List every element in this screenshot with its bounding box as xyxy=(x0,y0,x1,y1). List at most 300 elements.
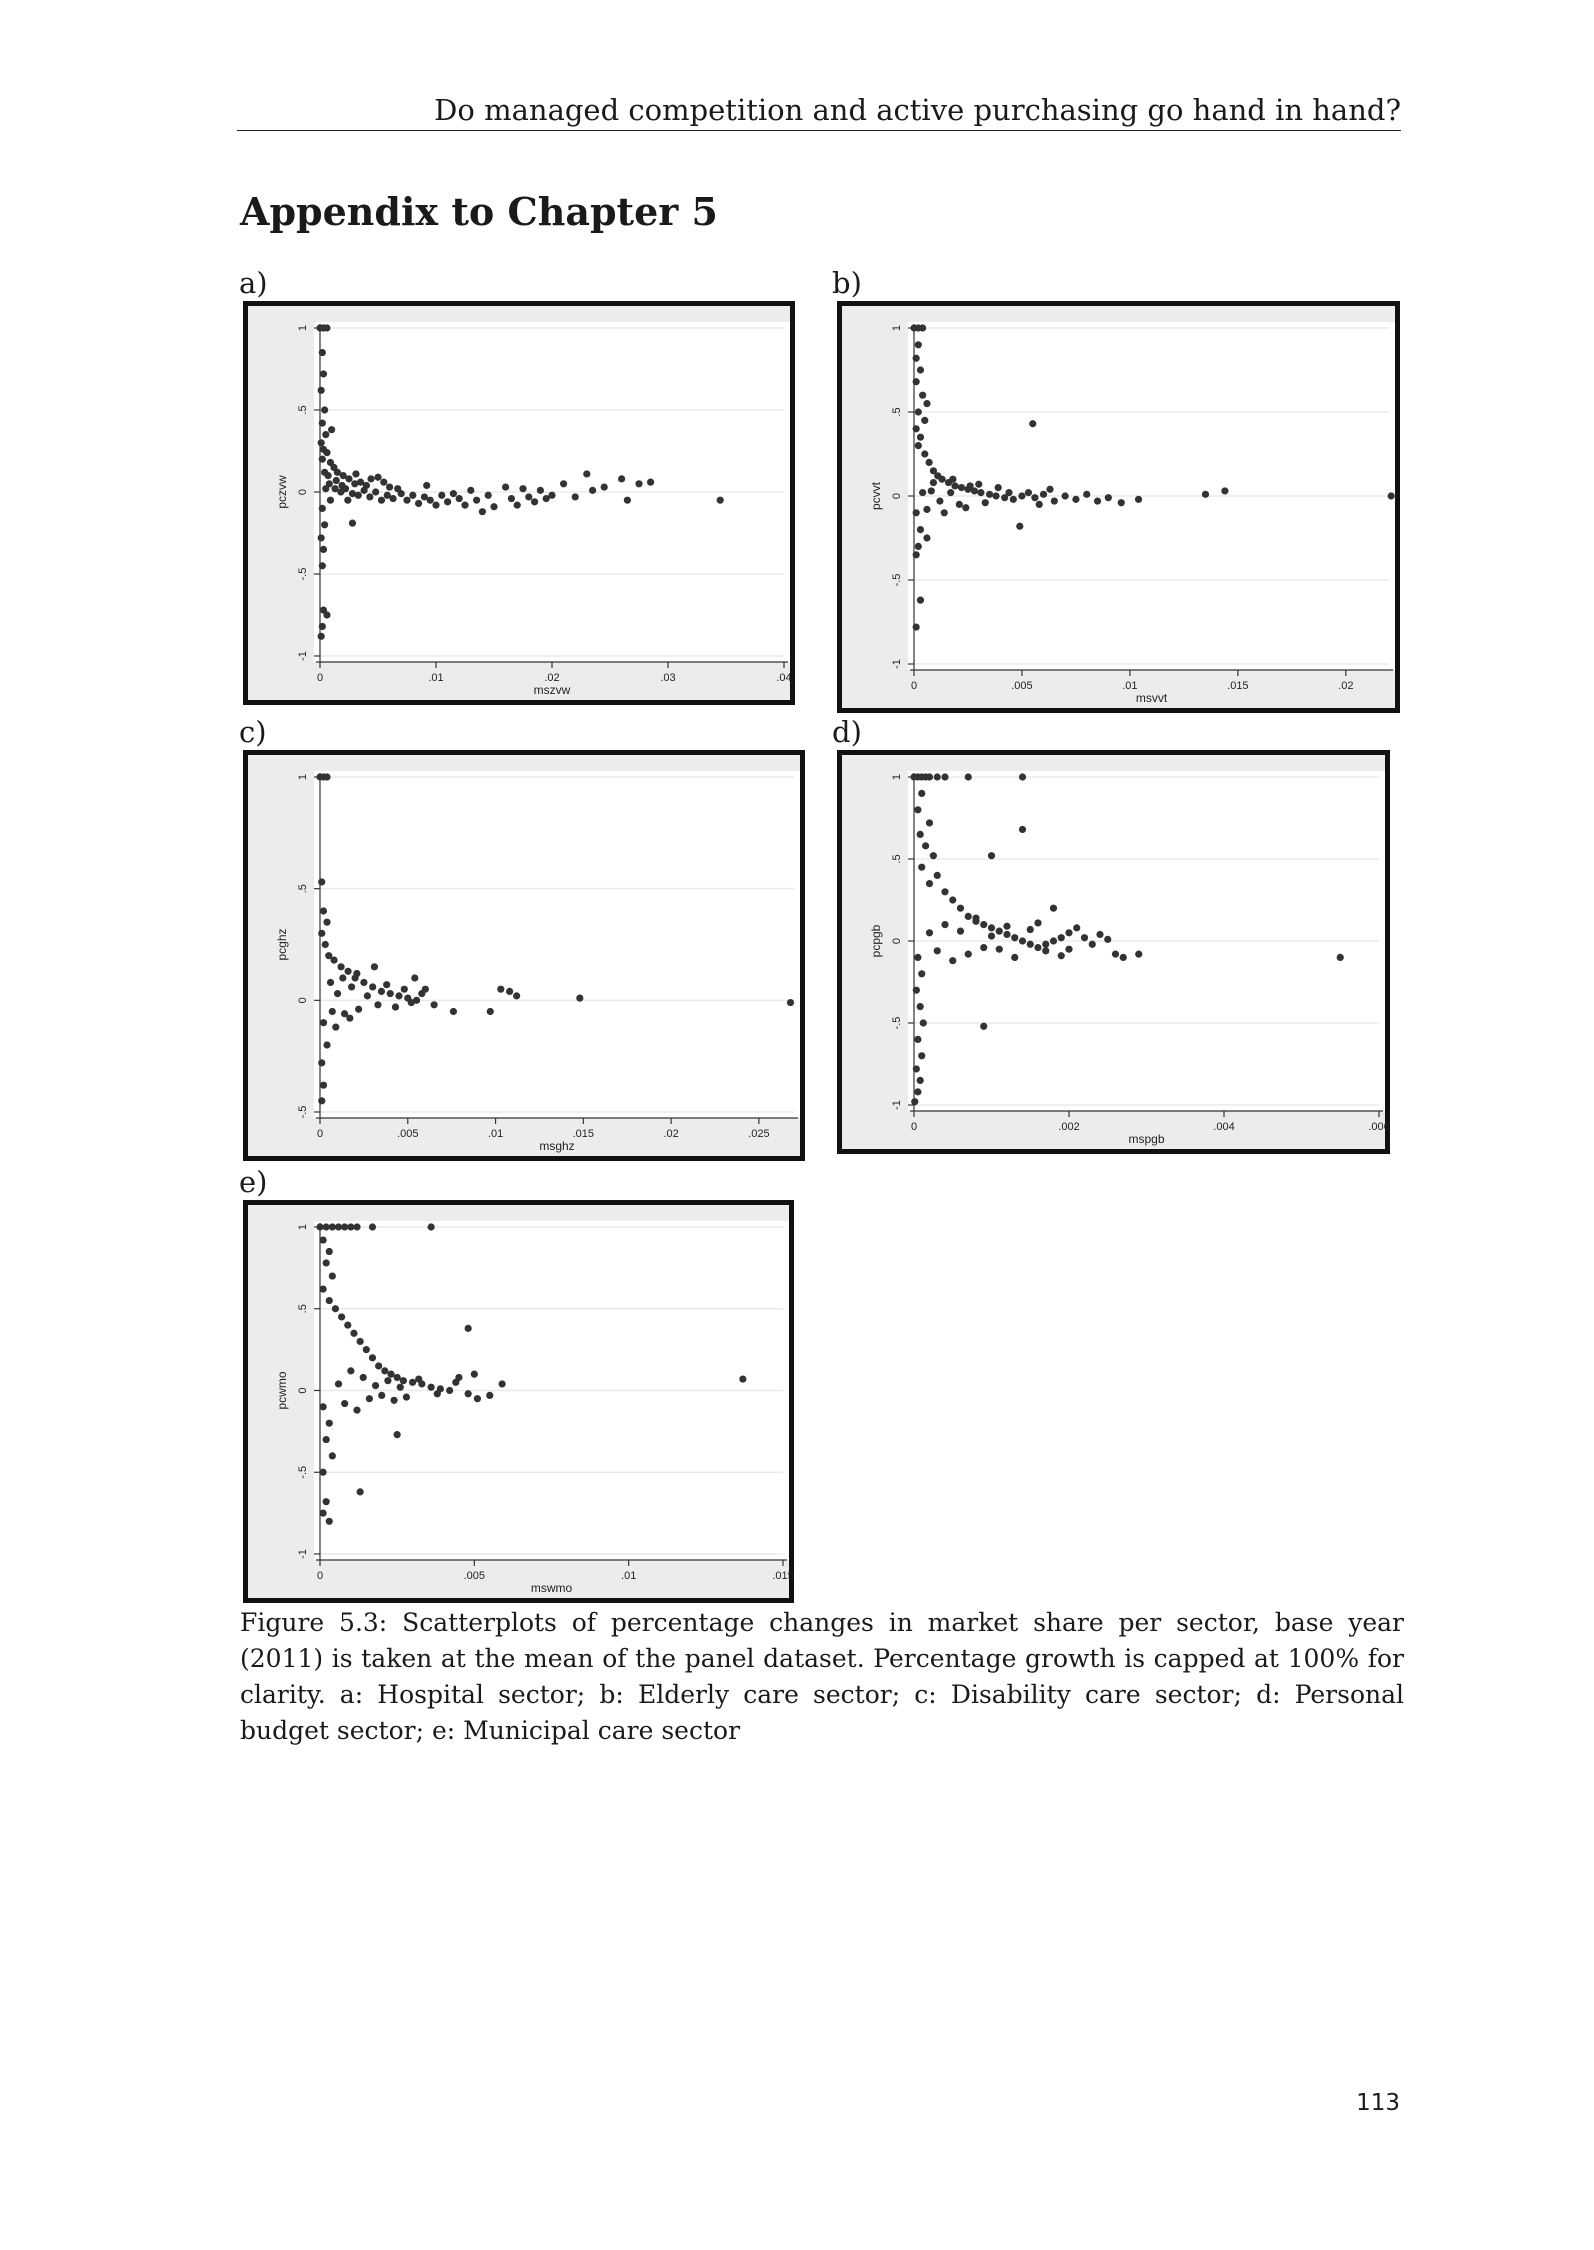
data-point xyxy=(378,497,385,504)
data-point xyxy=(428,1223,435,1230)
data-point xyxy=(318,633,325,640)
data-point xyxy=(514,502,521,509)
data-point xyxy=(355,492,362,499)
data-point xyxy=(418,990,425,997)
data-point xyxy=(403,1393,410,1400)
data-point xyxy=(325,472,332,479)
data-point xyxy=(497,986,504,993)
scatterplot-b xyxy=(842,306,1405,718)
data-point xyxy=(353,1407,360,1414)
y-tick-label: 0 xyxy=(297,997,309,1004)
data-point xyxy=(335,1223,342,1230)
y-axis-label: pcvvt xyxy=(869,481,883,511)
data-point xyxy=(958,484,965,491)
header-rule xyxy=(237,130,1401,131)
data-point xyxy=(913,355,920,362)
data-point xyxy=(450,1008,457,1015)
appendix-title: Appendix to Chapter 5 xyxy=(240,189,718,234)
data-point xyxy=(965,913,972,920)
data-point xyxy=(1104,936,1111,943)
data-point xyxy=(338,482,345,489)
data-point xyxy=(1040,491,1047,498)
data-point xyxy=(934,773,941,780)
data-point xyxy=(914,1036,921,1043)
data-point xyxy=(1065,929,1072,936)
x-tick-label: .005 xyxy=(397,1128,419,1140)
data-point xyxy=(322,485,329,492)
data-point xyxy=(372,488,379,495)
data-point xyxy=(348,983,355,990)
data-point xyxy=(914,806,921,813)
y-tick-label: -1 xyxy=(891,1100,903,1110)
data-point xyxy=(1083,491,1090,498)
data-point xyxy=(323,773,330,780)
scatterplot-a xyxy=(248,306,800,710)
y-tick-label: 1 xyxy=(891,773,903,781)
data-point xyxy=(350,1330,357,1337)
data-point xyxy=(1011,954,1018,961)
data-point xyxy=(474,1395,481,1402)
data-point xyxy=(487,1008,494,1015)
y-tick-label: 0 xyxy=(891,937,903,945)
data-point xyxy=(917,1077,924,1084)
data-point xyxy=(1089,941,1096,948)
data-point xyxy=(461,502,468,509)
data-point xyxy=(465,1325,472,1332)
data-point xyxy=(326,1297,333,1304)
data-point xyxy=(926,773,933,780)
data-point xyxy=(915,408,922,415)
figure-caption: Figure 5.3: Scatterplots of percentage changes in market share per sector, base year (2011) is taken at the mean of the panel dataset. Percentage growth is capped at 100% for clarity. a: Hospital sector; b: Elderly care sector; c: Disability care sector; d: Personal budget sector; e: Municipal care sector xyxy=(240,1608,1404,1745)
data-point xyxy=(387,1371,394,1378)
data-point xyxy=(323,1041,330,1048)
data-point xyxy=(913,378,920,385)
data-point xyxy=(1135,496,1142,503)
data-point xyxy=(347,1367,354,1374)
data-point xyxy=(1221,487,1228,494)
data-point xyxy=(918,864,925,871)
data-point xyxy=(332,1305,339,1312)
y-tick-label: 0 xyxy=(891,492,903,500)
data-point xyxy=(374,474,381,481)
x-tick-label: .015 xyxy=(572,1128,595,1140)
x-tick-label: .01 xyxy=(621,1570,637,1582)
data-point xyxy=(329,1272,336,1279)
data-point xyxy=(972,914,979,921)
data-point xyxy=(988,932,995,939)
panel-label-a: a) xyxy=(239,266,268,300)
data-point xyxy=(355,1006,362,1013)
data-point xyxy=(913,987,920,994)
data-point xyxy=(344,497,351,504)
data-point xyxy=(326,1248,333,1255)
data-point xyxy=(926,819,933,826)
data-point xyxy=(318,878,325,885)
data-point xyxy=(618,475,625,482)
data-point xyxy=(465,1390,472,1397)
data-point xyxy=(957,905,964,912)
data-point xyxy=(326,1518,333,1525)
data-point xyxy=(988,924,995,931)
y-tick-label: 0 xyxy=(297,1387,309,1394)
data-point xyxy=(318,930,325,937)
data-point xyxy=(344,1322,351,1329)
data-point xyxy=(992,492,999,499)
data-point xyxy=(392,1003,399,1010)
data-point xyxy=(345,475,352,482)
data-point xyxy=(938,476,945,483)
y-tick-label: .5 xyxy=(297,1304,309,1314)
data-point xyxy=(319,623,326,630)
data-point xyxy=(427,497,434,504)
data-point xyxy=(357,1338,364,1345)
data-point xyxy=(395,992,402,999)
data-point xyxy=(320,1082,327,1089)
scatterplot-e-frame xyxy=(243,1200,794,1603)
data-point xyxy=(318,1097,325,1104)
data-point xyxy=(323,1223,330,1230)
data-point xyxy=(513,992,520,999)
data-point xyxy=(1202,491,1209,498)
data-point xyxy=(486,1392,493,1399)
data-point xyxy=(917,597,924,604)
y-tick-label: 1 xyxy=(891,324,903,332)
data-point xyxy=(378,988,385,995)
data-point xyxy=(328,426,335,433)
data-point xyxy=(1046,486,1053,493)
data-point xyxy=(1036,501,1043,508)
panel-label-e: e) xyxy=(239,1165,268,1199)
data-point xyxy=(988,852,995,859)
y-tick-label: -1 xyxy=(297,651,309,661)
data-point xyxy=(329,1223,336,1230)
data-point xyxy=(353,1223,360,1230)
data-point xyxy=(918,1052,925,1059)
data-point xyxy=(323,1498,330,1505)
data-point xyxy=(917,831,924,838)
data-point xyxy=(921,450,928,457)
data-point xyxy=(1010,496,1017,503)
y-axis-label: pczvw xyxy=(275,475,289,509)
data-point xyxy=(913,551,920,558)
data-point xyxy=(446,1387,453,1394)
y-axis-label: pcghz xyxy=(275,928,289,961)
scatterplot-e xyxy=(248,1205,799,1608)
data-point xyxy=(1029,420,1036,427)
data-point xyxy=(914,954,921,961)
data-point xyxy=(1135,951,1142,958)
panel-label-d: d) xyxy=(832,715,862,749)
data-point xyxy=(339,974,346,981)
data-point xyxy=(452,1379,459,1386)
data-point xyxy=(349,520,356,527)
x-tick-label: .025 xyxy=(748,1128,770,1140)
data-point xyxy=(485,492,492,499)
data-point xyxy=(956,501,963,508)
data-point xyxy=(919,392,926,399)
data-point xyxy=(320,546,327,553)
data-point xyxy=(913,509,920,516)
x-tick-label: .01 xyxy=(428,672,444,684)
x-axis-label: mspgb xyxy=(1128,1132,1165,1146)
data-point xyxy=(1118,499,1125,506)
data-point xyxy=(624,497,631,504)
data-point xyxy=(537,487,544,494)
data-point xyxy=(319,1510,326,1517)
data-point xyxy=(1112,951,1119,958)
data-point xyxy=(316,1223,323,1230)
y-tick-label: 1 xyxy=(297,773,309,781)
data-point xyxy=(965,773,972,780)
data-point xyxy=(318,439,325,446)
data-point xyxy=(962,504,969,511)
data-point xyxy=(360,487,367,494)
data-point xyxy=(1096,931,1103,938)
y-tick-label: -.5 xyxy=(297,1465,309,1479)
data-point xyxy=(560,480,567,487)
data-point xyxy=(920,1019,927,1026)
x-tick-label: .015 xyxy=(1227,680,1249,692)
data-point xyxy=(353,970,360,977)
data-point xyxy=(332,1024,339,1031)
data-point xyxy=(401,986,408,993)
data-point xyxy=(431,1001,438,1008)
y-tick-label: .5 xyxy=(891,854,903,864)
data-point xyxy=(965,951,972,958)
y-tick-label: 1 xyxy=(297,1223,309,1231)
data-point xyxy=(400,1377,407,1384)
data-point xyxy=(1016,523,1023,530)
data-point xyxy=(986,491,993,498)
data-point xyxy=(1034,919,1041,926)
data-point xyxy=(1042,947,1049,954)
data-point xyxy=(787,999,794,1006)
x-axis-label: msghz xyxy=(539,1139,575,1153)
x-tick-label: .005 xyxy=(1011,680,1033,692)
data-point xyxy=(941,888,948,895)
data-point xyxy=(1019,773,1026,780)
x-axis-label: mswmo xyxy=(530,1581,573,1595)
data-point xyxy=(386,483,393,490)
x-tick-label: 0 xyxy=(910,1121,918,1133)
data-point xyxy=(913,623,920,630)
data-point xyxy=(918,790,925,797)
data-point xyxy=(934,947,941,954)
data-point xyxy=(323,919,330,926)
data-point xyxy=(917,366,924,373)
x-axis-label: msvvt xyxy=(1135,691,1168,705)
x-tick-label: .02 xyxy=(544,672,560,684)
y-axis-label: pcwmo xyxy=(275,1371,289,1410)
data-point xyxy=(319,1469,326,1476)
data-point xyxy=(1065,946,1072,953)
data-point xyxy=(415,500,422,507)
y-tick-label: 0 xyxy=(297,488,309,496)
y-tick-label: .5 xyxy=(297,884,309,894)
data-point xyxy=(1031,494,1038,501)
x-tick-label: .004 xyxy=(1213,1121,1235,1133)
data-point xyxy=(1073,924,1080,931)
x-tick-label: .04 xyxy=(776,672,792,684)
data-point xyxy=(394,1431,401,1438)
data-point xyxy=(467,487,474,494)
data-point xyxy=(409,492,416,499)
data-point xyxy=(375,1362,382,1369)
running-head: Do managed competition and active purchasing go hand in hand? xyxy=(434,93,1401,127)
data-point xyxy=(975,481,982,488)
data-point xyxy=(344,968,351,975)
data-point xyxy=(473,497,480,504)
data-point xyxy=(949,896,956,903)
data-point xyxy=(919,324,926,331)
y-tick-label: -.5 xyxy=(297,567,309,581)
data-point xyxy=(980,944,987,951)
data-point xyxy=(394,485,401,492)
data-point xyxy=(926,459,933,466)
data-point xyxy=(319,456,326,463)
data-point xyxy=(913,1065,920,1072)
data-point xyxy=(330,957,337,964)
data-point xyxy=(456,495,463,502)
data-point xyxy=(338,1313,345,1320)
panel-label-b: b) xyxy=(832,266,862,300)
data-point xyxy=(381,1367,388,1374)
y-tick-label: -1 xyxy=(891,659,903,669)
data-point xyxy=(323,611,330,618)
data-point xyxy=(389,495,396,502)
data-point xyxy=(337,963,344,970)
data-point xyxy=(327,497,334,504)
data-point xyxy=(490,503,497,510)
data-point xyxy=(914,1088,921,1095)
x-tick-label: 0 xyxy=(316,672,324,684)
data-point xyxy=(366,493,373,500)
data-point xyxy=(508,495,515,502)
x-tick-label: .006 xyxy=(1368,1121,1390,1133)
x-tick-label: .002 xyxy=(1058,1121,1080,1133)
data-point xyxy=(1094,497,1101,504)
data-point xyxy=(1034,944,1041,951)
data-point xyxy=(318,1059,325,1066)
scatterplot-b-frame xyxy=(837,301,1400,713)
data-point xyxy=(589,487,596,494)
data-point xyxy=(941,773,948,780)
y-tick-label: -.5 xyxy=(891,573,903,587)
data-point xyxy=(363,1346,370,1353)
data-point xyxy=(548,492,555,499)
data-point xyxy=(1027,926,1034,933)
data-point xyxy=(949,957,956,964)
data-point xyxy=(369,1223,376,1230)
data-point xyxy=(995,484,1002,491)
data-point xyxy=(360,979,367,986)
data-point xyxy=(319,1286,326,1293)
data-point xyxy=(982,499,989,506)
y-tick-label: -1 xyxy=(297,1549,309,1559)
data-point xyxy=(367,475,374,482)
data-point xyxy=(941,509,948,516)
data-point xyxy=(525,493,532,500)
data-point xyxy=(934,872,941,879)
data-point xyxy=(531,498,538,505)
data-point xyxy=(572,493,579,500)
data-point xyxy=(941,921,948,928)
data-point xyxy=(371,963,378,970)
scatterplot-c xyxy=(248,755,810,1166)
data-point xyxy=(1005,489,1012,496)
data-point xyxy=(601,483,608,490)
data-point xyxy=(576,995,583,1002)
data-point xyxy=(1003,923,1010,930)
data-point xyxy=(390,1397,397,1404)
data-point xyxy=(647,479,654,486)
scatterplot-d-frame xyxy=(837,750,1390,1154)
y-tick-label: .5 xyxy=(297,405,309,415)
data-point xyxy=(380,479,387,486)
data-point xyxy=(519,485,526,492)
scatterplot-c-frame xyxy=(243,750,805,1161)
data-point xyxy=(930,852,937,859)
data-point xyxy=(923,534,930,541)
data-point xyxy=(583,470,590,477)
data-point xyxy=(928,487,935,494)
data-point xyxy=(499,1380,506,1387)
data-point xyxy=(996,928,1003,935)
y-tick-label: -.5 xyxy=(891,1016,903,1030)
scatterplot-d xyxy=(842,755,1395,1159)
data-point xyxy=(471,1371,478,1378)
data-point xyxy=(334,990,341,997)
x-tick-label: .02 xyxy=(663,1128,679,1140)
data-point xyxy=(320,370,327,377)
data-point xyxy=(320,1019,327,1026)
data-point xyxy=(506,988,513,995)
data-point xyxy=(397,1384,404,1391)
data-point xyxy=(1105,494,1112,501)
data-point xyxy=(1027,941,1034,948)
data-point xyxy=(1011,934,1018,941)
data-point xyxy=(936,497,943,504)
data-point xyxy=(949,476,956,483)
data-point xyxy=(341,1223,348,1230)
x-tick-label: .03 xyxy=(660,672,676,684)
data-point xyxy=(967,482,974,489)
data-point xyxy=(323,324,330,331)
data-point xyxy=(1025,489,1032,496)
data-point xyxy=(635,480,642,487)
x-tick-label: .005 xyxy=(463,1570,486,1582)
data-point xyxy=(415,1375,422,1382)
data-point xyxy=(319,505,326,512)
y-tick-label: 1 xyxy=(297,324,309,332)
data-point xyxy=(394,1374,401,1381)
data-point xyxy=(438,492,445,499)
data-point xyxy=(347,1223,354,1230)
data-point xyxy=(319,1236,326,1243)
x-tick-label: 0 xyxy=(316,1570,324,1582)
x-tick-label: .015 xyxy=(772,1570,794,1582)
data-point xyxy=(387,990,394,997)
data-point xyxy=(428,1384,435,1391)
data-point xyxy=(434,1390,441,1397)
data-point xyxy=(329,1452,336,1459)
page-number: 113 xyxy=(1356,2090,1400,2116)
data-point xyxy=(341,1400,348,1407)
data-point xyxy=(1050,937,1057,944)
data-point xyxy=(319,349,326,356)
x-tick-label: 0 xyxy=(910,680,918,692)
x-tick-label: .02 xyxy=(1338,680,1354,692)
